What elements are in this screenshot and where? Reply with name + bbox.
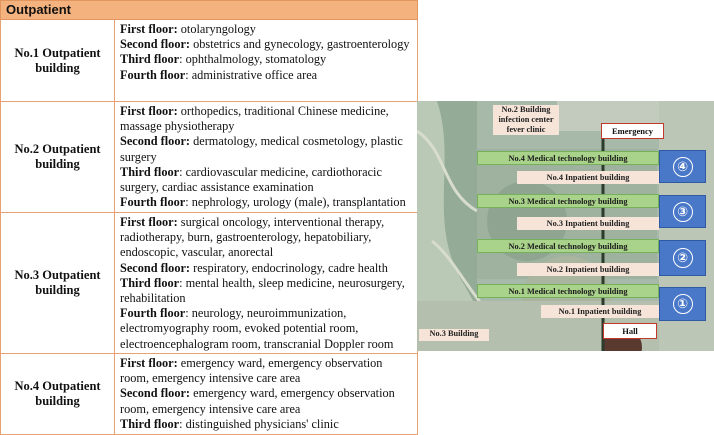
floor-list [115, 20, 417, 101]
medtech-building-1: No.1 Medical technology building [477, 284, 659, 298]
campus-map [417, 101, 714, 351]
floor-list [115, 102, 417, 212]
building-name: No.2 Outpatient building [1, 102, 115, 212]
medtech-building-2: No.2 Medical technology building [477, 239, 659, 253]
no2-building-label: No.2 Building infection center fever clinic [493, 105, 559, 135]
floor-entry: First floor: surgical oncology, interventional therapy, radiotherapy, burn, gastroenterology, hepatobiliary, endoscopic, vascular, anorectal [120, 215, 385, 260]
zone-2-marker [659, 240, 706, 276]
zone-1-marker [659, 287, 706, 321]
floor-list [115, 354, 417, 434]
floor-entry: Third floor: cardiovascular medicine, cardiothoracic surgery, cardiac assistance examination [120, 164, 382, 195]
floor-entry: Fourth floor: neurology, neuroimmunization, electromyography room, evoked potential room, electroencephalogram room, transcranial Doppler room [120, 306, 394, 351]
floor-entry: Second floor: respiratory, endocrinology, cadre health [120, 260, 388, 275]
floor-entry: Second floor: obstetrics and gynecology, gastroenterology [120, 37, 410, 52]
hall-label: Hall [603, 323, 657, 339]
floor-entry: First floor: emergency ward, emergency observation room, emergency intensive care area [120, 356, 383, 386]
zone-4-marker [659, 150, 706, 183]
table-row [0, 354, 418, 435]
inpatient-building-2: No.2 Inpatient building [517, 263, 659, 276]
table-row [0, 213, 418, 354]
inpatient-building-3: No.3 Inpatient building [517, 217, 659, 230]
zone-number: ③ [673, 202, 693, 222]
zone-number: ① [673, 294, 693, 314]
zone-number: ② [673, 248, 693, 268]
building-name: No.3 Outpatient building [1, 213, 115, 353]
floor-entry: Fourth floor: administrative office area [120, 67, 318, 82]
floor-entry: Second floor: emergency ward, emergency observation room, emergency intensive care area [120, 386, 395, 416]
floor-entry: First floor: otolaryngology [120, 22, 256, 36]
building-name: No.1 Outpatient building [1, 20, 115, 101]
medtech-building-4: No.4 Medical technology building [477, 151, 659, 165]
floor-entry: First floor: orthopedics, traditional Chinese medicine, massage physiotherapy [120, 104, 389, 134]
floor-entry: Third floor: mental health, sleep medicine, neurosurgery, rehabilitation [120, 275, 405, 306]
zone-3-marker [659, 195, 706, 228]
floor-entry: Fourth floor: nephrology, urology (male), transplantation [120, 195, 406, 210]
emergency-label: Emergency [601, 123, 664, 139]
floor-list [115, 213, 417, 353]
floor-entry: Third floor: ophthalmology, stomatology [120, 52, 327, 67]
table-row [0, 102, 418, 213]
no3-building-label: No.3 Building [419, 329, 489, 341]
inpatient-building-4: No.4 Inpatient building [517, 171, 659, 184]
floor-entry: Second floor: dermatology, medical cosmetology, plastic surgery [120, 134, 403, 164]
table-header: Outpatient [0, 0, 418, 20]
inpatient-building-1: No.1 Inpatient building [541, 305, 659, 318]
floor-entry: Third floor: distinguished physicians' clinic [120, 416, 339, 431]
table-row [0, 20, 418, 102]
medtech-building-3: No.3 Medical technology building [477, 194, 659, 208]
building-name: No.4 Outpatient building [1, 354, 115, 434]
zone-number: ④ [673, 157, 693, 177]
